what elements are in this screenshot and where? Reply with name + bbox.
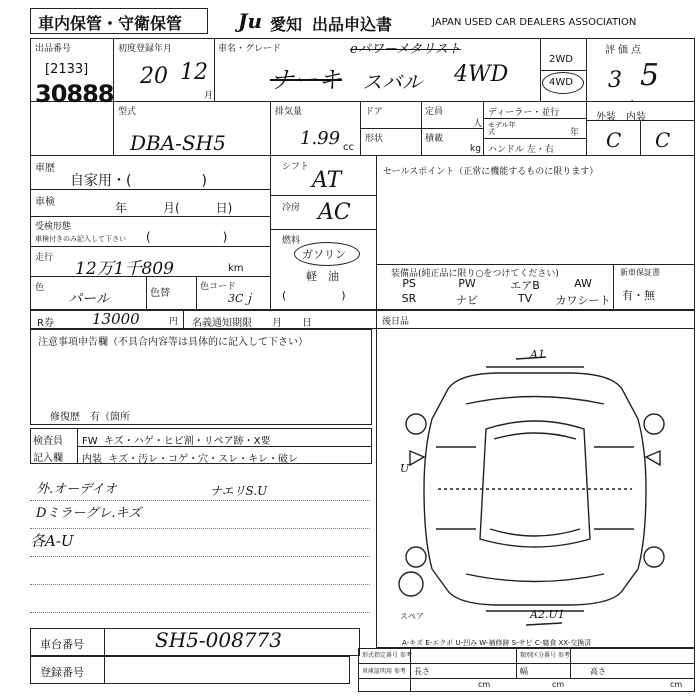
model-year-unit: 年 bbox=[570, 128, 580, 138]
load-unit: kg bbox=[470, 144, 481, 154]
divider bbox=[30, 101, 695, 102]
score-label: 評価点 bbox=[605, 45, 644, 56]
inspector-label: 検査員 bbox=[33, 436, 63, 447]
class-ref-label: 類別区分番号 参考 bbox=[520, 652, 570, 659]
check-row2: 内装 キズ・汚レ・コゲ・穴・スレ・キレ・破レ bbox=[82, 454, 299, 465]
equipment-label: 装備品(純正品に限り○をつけてください) bbox=[391, 269, 559, 279]
ext-int-label: 外装 内装 bbox=[596, 112, 646, 123]
divider bbox=[483, 118, 586, 119]
handle-label: ハンドル 左・右 bbox=[488, 145, 554, 155]
inspection-type-paren: ( ) bbox=[146, 230, 228, 244]
rule bbox=[30, 584, 370, 585]
height-cm: cm bbox=[670, 680, 683, 689]
history-label: 車歴 bbox=[35, 163, 55, 174]
inspection-label: 車検 bbox=[35, 197, 55, 208]
disp-label: 排気量 bbox=[275, 107, 303, 117]
warranty-label: 新車保証書 bbox=[620, 268, 660, 277]
type-value: DBA-SH5 bbox=[130, 131, 226, 155]
color-code-value: 3Cｊ bbox=[228, 292, 255, 305]
mark-u: U bbox=[400, 462, 410, 475]
mileage-label: 走行 bbox=[35, 253, 54, 263]
divider bbox=[30, 246, 270, 247]
chassis-value: SH5-008773 bbox=[155, 628, 282, 652]
lot-number: 30888 bbox=[35, 80, 114, 108]
divider bbox=[196, 276, 197, 310]
car-diagram bbox=[376, 329, 695, 629]
height-label: 高さ bbox=[590, 667, 606, 676]
disp-unit: cc bbox=[343, 142, 354, 153]
divider bbox=[586, 38, 587, 155]
divider bbox=[183, 310, 184, 329]
shift-label: シフト bbox=[282, 162, 310, 172]
color-change-label: 色替 bbox=[150, 288, 170, 299]
note-4: ナエリS.U bbox=[210, 484, 268, 498]
rule bbox=[30, 556, 370, 557]
dealer-label: ディーラー・並行 bbox=[488, 108, 560, 118]
history-value: 自家用・( ) bbox=[70, 173, 207, 189]
mark-bottom: A2.U1 bbox=[530, 608, 565, 621]
divider bbox=[270, 229, 376, 230]
divider bbox=[358, 678, 695, 679]
reg-unit: 月 bbox=[204, 91, 214, 101]
recycle-unit: 円 bbox=[169, 317, 179, 327]
equipment-item: エアB bbox=[510, 279, 540, 292]
load-label: 積載 bbox=[425, 134, 444, 144]
divider bbox=[270, 195, 376, 196]
cert-label: 車庫証明用 参考 bbox=[362, 668, 406, 675]
divider bbox=[613, 264, 614, 310]
opt-4wd: 4WD bbox=[549, 77, 573, 88]
recycle-value: 13000 bbox=[92, 310, 140, 328]
score-dot: . bbox=[630, 90, 635, 106]
equipment-item: SR bbox=[401, 292, 417, 305]
divider bbox=[540, 70, 586, 71]
reg-year: 20 bbox=[140, 64, 168, 89]
color-code-label: 色コード bbox=[200, 282, 237, 292]
type-label: 型式 bbox=[118, 107, 137, 117]
divider bbox=[214, 38, 215, 101]
mileage-value: 12万1千809 bbox=[75, 259, 174, 279]
equipment-item: TV bbox=[517, 292, 533, 305]
equipment-item: ナビ bbox=[456, 294, 478, 307]
type-ref-label: 形式指定番号 参考 bbox=[362, 652, 412, 659]
rule bbox=[30, 612, 370, 613]
mark-top: A1 bbox=[530, 348, 545, 361]
chassis-label: 車台番号 bbox=[40, 638, 84, 651]
divider bbox=[270, 101, 271, 155]
opt-2wd: 2WD bbox=[549, 54, 573, 65]
ju-logo: Ju bbox=[238, 9, 263, 33]
color-label: 色 bbox=[35, 283, 45, 293]
width-cm: cm bbox=[552, 680, 565, 689]
color-value: パール bbox=[68, 291, 110, 307]
name-label: 車名・グレード bbox=[218, 44, 282, 54]
note-1: 外.オーデイオ bbox=[36, 482, 117, 497]
reg-month: 12 bbox=[180, 60, 208, 85]
model-name: ナーキ bbox=[270, 66, 342, 94]
inspection-value: 年 月( 日) bbox=[115, 201, 233, 215]
sales-point-label: セールスポイント（正常に機能するものに限ります） bbox=[383, 167, 599, 177]
equipment-item: カワシート bbox=[555, 294, 611, 307]
inspection-type-label: 受検形態 bbox=[35, 222, 72, 232]
equipment-item: AW bbox=[574, 277, 592, 290]
reg-number-label: 登録番号 bbox=[40, 666, 84, 679]
entry-label: 記入欄 bbox=[33, 453, 63, 464]
width-label: 幅 bbox=[520, 667, 528, 676]
reg-label: 初度登録年月 bbox=[118, 44, 173, 54]
association-name: JAPAN USED CAR DEALERS ASSOCIATION bbox=[432, 17, 637, 28]
mileage-unit: km bbox=[228, 263, 244, 274]
score-int: 3 bbox=[608, 68, 622, 93]
fuel-label: 燃料 bbox=[282, 236, 301, 246]
rule bbox=[30, 500, 370, 501]
disp-value: 1.99 bbox=[300, 128, 341, 149]
length-cm: cm bbox=[478, 680, 491, 689]
form-title: 出品申込書 bbox=[312, 15, 393, 34]
divider bbox=[376, 155, 377, 310]
equipment-item: PW bbox=[458, 277, 476, 290]
maker: スバル bbox=[362, 70, 422, 94]
warranty-value: 有・無 bbox=[622, 289, 655, 302]
check-row1: FW キズ・ハゲ・ヒビ割・リペア跡・X要 bbox=[82, 436, 271, 447]
ac-label: 冷房 bbox=[282, 203, 301, 213]
fuel-gasoline: ガソリン bbox=[302, 248, 346, 261]
divider bbox=[360, 128, 483, 129]
shift-value: AT bbox=[312, 168, 342, 193]
transfer-label: 名義通知期限 月 日 bbox=[192, 318, 312, 329]
ext-value: C bbox=[606, 128, 622, 152]
lot-bracket: [2133] bbox=[45, 62, 89, 77]
equipment-item: PS bbox=[402, 277, 416, 290]
divider bbox=[376, 264, 695, 265]
fuel-diesel: 軽 油 bbox=[306, 270, 339, 283]
doc-type: 車内保管・守衛保管 bbox=[38, 14, 183, 33]
grade-struck: eパワーメタリスト bbox=[350, 42, 461, 57]
capacity-unit: 人 bbox=[473, 119, 483, 129]
divider bbox=[358, 663, 695, 664]
lot-label: 出品番号 bbox=[35, 44, 72, 54]
int-value: C bbox=[655, 128, 671, 152]
drive: 4WD bbox=[454, 62, 509, 87]
fuel-paren: ( ) bbox=[282, 289, 346, 302]
rear-label: 後日品 bbox=[382, 317, 410, 327]
divider bbox=[483, 101, 484, 155]
shape-label: 形状 bbox=[365, 134, 384, 144]
ac-value: AC bbox=[318, 200, 351, 225]
repair-label: 修復歴 有（箇所 bbox=[50, 412, 130, 423]
spare-label: スペア bbox=[400, 612, 424, 621]
rule bbox=[30, 528, 370, 529]
recycle-label: R券 bbox=[37, 318, 54, 329]
length-label: 長さ bbox=[414, 667, 430, 676]
score-dec: 5 bbox=[640, 58, 660, 93]
note-3: 各A-U bbox=[30, 532, 74, 550]
notes-label: 注意事項申告欄（不具合内容等は具体的に記入して下さい） bbox=[38, 337, 308, 348]
legend: A-キズ E-エクボ U-凹み W-補修跡 S-サビ C-腐食 XX-交換済 bbox=[402, 639, 592, 647]
divider bbox=[146, 276, 147, 310]
note-2: Dミラーグレ.キズ bbox=[36, 506, 142, 521]
divider bbox=[270, 155, 271, 310]
org-name: 愛知 bbox=[270, 15, 303, 34]
divider bbox=[483, 138, 586, 139]
divider bbox=[30, 216, 270, 217]
divider bbox=[30, 155, 695, 156]
doors-label: ドア bbox=[365, 107, 383, 117]
inspection-type-note: 車検付きのみ記入して下さい bbox=[35, 235, 126, 243]
capacity-label: 定員 bbox=[425, 107, 444, 117]
divider bbox=[640, 120, 641, 155]
model-year-label: モデル年式 bbox=[488, 121, 516, 136]
